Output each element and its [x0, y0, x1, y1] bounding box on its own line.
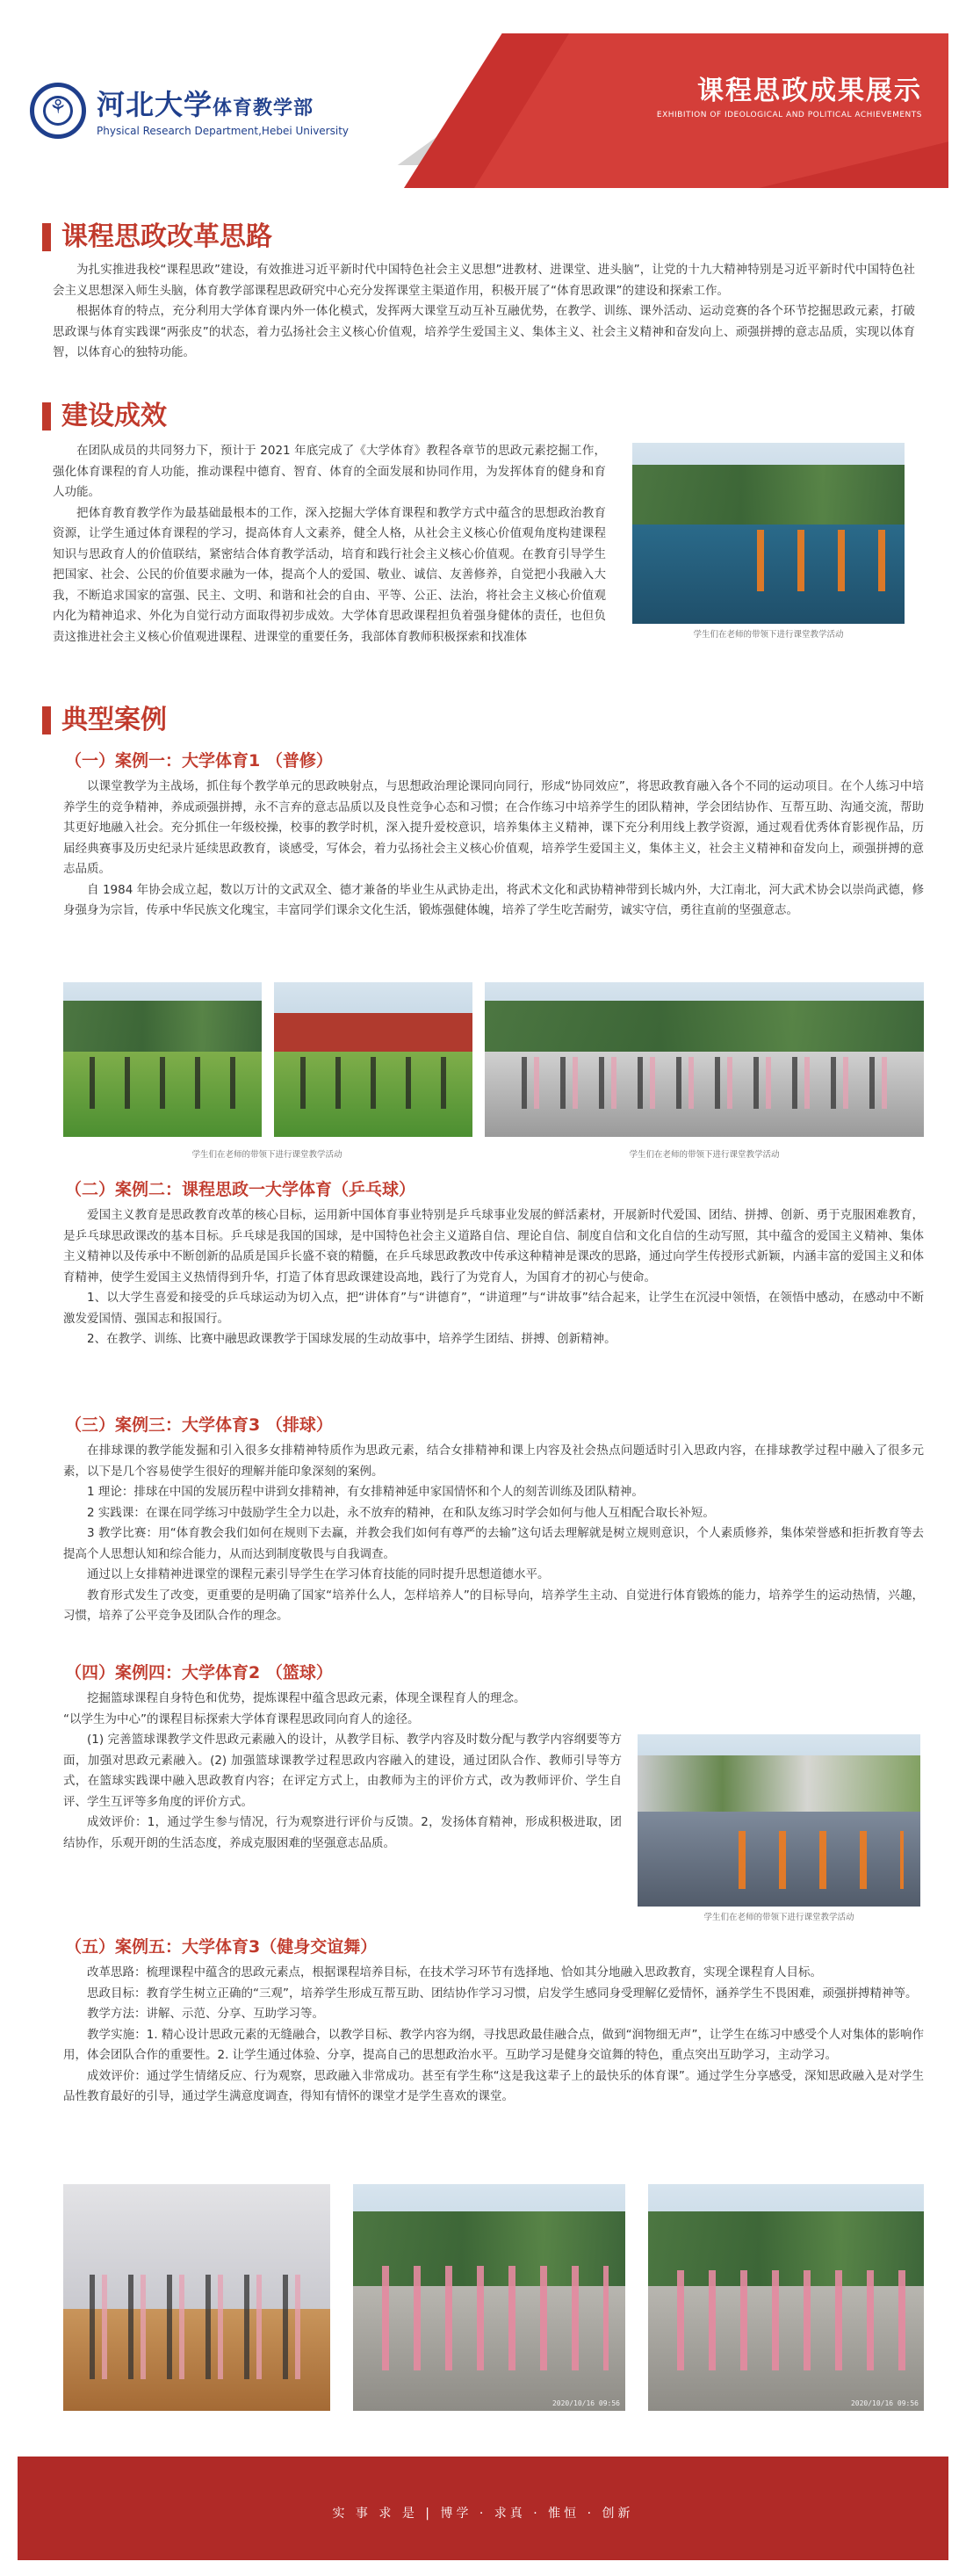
paragraph: 以课堂教学为主战场，抓住每个教学单元的思政映射点，与思想政治理论课同向同行，形成“协同效应”，将思政教育融入各个不同的运动项目。在个人练习中培养学生的竞争精神，养成顽强拼搏，永不言弃的意志品质以及良性竞争心态和习惯；在合作练习中培养学生的团队精神，学会团结协作、互帮互助、沟通交流，帮助其更好地融入社会。充分抓住一年级校操，校事的教学时机，深入提升爱校意识，培养集体主义精神，课下充分利用线上教学资源，通过观看优秀体育影视作品，历届经典赛事及历史纪录片延续思政教育，谈感受，写体会，着力弘扬社会主义核心价值观，培养学生爱国主义，集体主义，社会主义精神和奋发向上，顽强拼搏的意志品质。: [63, 779, 924, 876]
case-4: [53, 1661, 929, 1922]
section-title: 课程思政改革思路: [42, 220, 920, 255]
poster-footer: [18, 2457, 948, 2560]
section-achievement: [42, 399, 920, 710]
photo-caption: 学生们在老师的带领下进行课堂教学活动: [693, 630, 844, 640]
department-english: Physical Research Department,Hebei University: [97, 125, 350, 137]
photo-timestamp: 2020/10/16 09:56: [850, 2399, 919, 2407]
paragraph: 2 实践课：在课在同学练习中鼓励学生全力以赴，永不放弃的精神，在和队友练习时学会如何与他人互相配合取长补短。: [87, 1505, 715, 1520]
paragraph: “以学生为中心”的课程目标探索大学体育课程思政同向育人的途径。: [63, 1711, 420, 1726]
paragraph: 通过以上女排精神进课堂的课程元素引导学生在学习体育技能的同时提升思想道德水平。: [87, 1567, 550, 1581]
footer-motto: 实 事 求 是 | 博学 · 求真 · 惟恒 · 创新: [332, 2507, 634, 2521]
paragraph: 教育形式发生了改变，更重要的是明确了国家“培养什么人，怎样培养人”的目标导向，培养学生主动、自觉进行体育锻炼的能力，培养学生的运动热情，兴趣，习惯，培养了公平竞争及团队合作的理念。: [63, 1588, 924, 1623]
paragraph: 为扎实推进我校“课程思政”建设，有效推进习近平新时代中国特色社会主义思想”进教材、进课堂、进头脑”，让党的十九大精神特别是习近平新时代中国特色社会主义思想深入师生头脑，体育教学部课程思政研究中心充分发挥课堂主渠道作用，积极开展了“体育思政课”的建设和探索工作。: [53, 263, 915, 298]
poster: [18, 33, 948, 2560]
paragraph: 1、以大学生喜爱和接受的乒乓球运动为切入点，把“讲体育”与“讲德育”，“讲道理”与“讲故事”结合起来，让学生在沉浸中领悟，在领悟中感动，在感动中不断激发爱国情、强国志和报国行。: [63, 1291, 924, 1326]
skating-class-photo: [632, 443, 905, 624]
case-5: [53, 1935, 929, 2108]
section-cases: [42, 703, 929, 738]
banner-subtitle: EXHIBITION OF IDEOLOGICAL AND POLITICAL ACHIEVEMENTS: [656, 111, 922, 119]
paragraph: 2、在教学、训练、比赛中融思政课教学于国球发展的生动故事中，培养学生团结、拼搏、创新精神。: [87, 1332, 616, 1346]
dance-hall-photo: [63, 2184, 330, 2411]
paragraph: 1 理论：排球在中国的发展历程中讲到女排精神，有女排精神延申家国情怀和个人的刻苦训练及团队精神。: [87, 1485, 644, 1499]
university-name: 河北大学体育教学部: [97, 88, 314, 121]
paragraph: (1) 完善篮球课教学文件思政元素融入的设计，从教学目标、教学内容及时数分配与教学内容纲要等方面，加强对思政元素融入。(2) 加强篮球课教学过程思政内容融入的建设，通过团队合作、教师引导等方式，在篮球实践课中融入思政教育内容；在评定方式上，由教师为主的评价方式，改为教师评价、学生自评、学生互评等多角度的评价方式。: [63, 1733, 622, 1809]
paragraph: 把体育教育教学作为最基础最根本的工作，深入挖掘大学体育课程和教学方式中蕴含的思想政治教育资源，让学生通过体育课程的学习，提高体育人文素养，健全人格，从社会主义核心价值观角度构建课程知识与思政育人的价值联结，紧密结合体育教学活动，培育和践行社会主义核心价值观。在教育引导学生把国家、社会、公民的价值要求融为一体，提高个人的爱国、敬业、诚信、友善修养，自觉把小我融入大我，不断追求国家的富强、民主、文明、和谐和社会的自由、平等、公正、法治，将社会主义核心价值观内化为精神追求、外化为自觉行动方面取得初步成效。大学体育思政课程担负着强身健体的责任，也但负责这推进社会主义核心价值观进课程、进课堂的重要任务，我部体育教师积极探索和找准体: [53, 505, 606, 644]
paragraph: 自 1984 年协会成立起，数以万计的文武双全、德才兼备的毕业生从武协走出，将武术文化和武协精神带到长城内外，大江南北，河大武术协会以崇尚武德，修身强身为宗旨，传承中华民族文化瑰宝，丰富同学们课余文化生活，锻炼强健体魄，培养了学生吃苦耐劳，诚实守信，勇往直前的坚强意志。: [63, 882, 924, 917]
case-1-photos: [63, 982, 924, 1149]
paragraph: 教学实施：1. 精心设计思政元素的无缝融合，以教学目标、教学内容为纲，寻找思政最佳融合点，做到“润物细无声”，让学生在练习中感受个人对集体的影响作用，体会团队合作的重要性。2. 让学生通过体验、分享，提高自己的思想政治水平。互助学习是健身交谊舞的特色，重点突出互助学习，主动学习。: [63, 2027, 924, 2062]
dance-outdoor-photo-2: [648, 2184, 924, 2411]
case-title: （三）案例三：大学体育3 （排球）: [65, 1415, 333, 1435]
photo-timestamp: 2020/10/16 09:56: [551, 2399, 620, 2407]
banner-title: 课程思政成果展示: [697, 76, 922, 106]
paragraph: 成效评价：1，通过学生参与情况，行为观察进行评价与反馈。2，发扬体育精神，形成积极进取，团结协作，乐观开朗的生活态度，养成克服困难的坚强意志品质。: [63, 1815, 622, 1850]
paragraph: 成效评价：通过学生情绪反应、行为观察，思政融入非常成功。甚至有学生称“这是我这辈子上的最快乐的体育课”。通过学生分享感受，深知思政融入是对学生品性教育最好的引导，通过学生满意度调查，得知有情怀的课堂才是学生喜欢的课堂。: [63, 2068, 924, 2103]
paragraph: 改革思路：梳理课程中蕴含的思政元素点，根据课程培养目标，在技术学习环节有选择地、恰如其分地融入思政教育，实现全课程育人目标。: [87, 1965, 822, 1979]
photo-caption: 学生们在老师的带领下进行课堂教学活动: [191, 1150, 342, 1160]
poster-header: [18, 33, 948, 188]
martial-arts-photo-3: [485, 982, 924, 1137]
paragraph: 在排球课的教学能发掘和引入很多女排精神特质作为思政元素，结合女排精神和课上内容及社会热点问题适时引入思政内容，在排球教学过程中融入了很多元素，以下是几个容易使学生很好的理解并能印象深刻的案例。: [63, 1444, 924, 1479]
case-title: （一）案例一：大学体育1 （普修）: [65, 751, 333, 771]
paragraph: 根据体育的特点，充分利用大学体育课内外一体化模式，发挥两大课堂互动互补互融优势，在教学、训练、课外活动、运动竞赛的各个环节挖掘思政元素，打破思政课与体育实践课“两张皮”的状态，着力弘扬社会主义核心价值观，培养学生爱国主义、集体主义、社会主义精神和奋发向上、顽强拼搏的意志品质，实现以体育智，以体育心的独特功能。: [53, 304, 915, 359]
section-reform: [42, 220, 920, 364]
dance-outdoor-photo-1: [353, 2184, 625, 2411]
section-title: 典型案例: [42, 703, 929, 738]
section-title: 建设成效: [42, 399, 920, 434]
paragraph: 3 教学比赛：用“体育教会我们如何在规则下去赢，并教会我们如何有尊严的去输”这句话去理解就是树立规则意识，个人素质修养，集体荣誉感和拒折教育等去提高个人思想认知和综合能力，从而达到制度敬畏与自我调查。: [63, 1526, 924, 1561]
case-5-photos: [63, 2184, 924, 2414]
department-name: 体育教学部: [213, 98, 314, 119]
case-1: [53, 749, 929, 922]
martial-arts-photo-1: [63, 982, 262, 1137]
photo-caption: 学生们在老师的带领下进行课堂教学活动: [629, 1150, 780, 1160]
case-3: [53, 1413, 929, 1627]
case-2: [53, 1177, 929, 1350]
paragraph: 爱国主义教育是思政教育改革的核心目标，运用新中国体育事业特别是乒乓球事业发展的鲜活素材，开展新时代爱国、团结、拼搏、创新、勇于克服困难教育，是乒乓球思政课改的基本目标。乒乓球是我国的国球，是中国特色社会主义道路自信、理论自信、制度自信和文化自信的生动写照，其中蕴含的爱国主义精神、集体主义精神以及传承中不断创新的品质是国乒长盛不衰的精髓，在乒乓球思政教改中传承这种精神是课改的思路，通过向学生传授形式新颖，内涵丰富的爱国主义和体育精神，使学生爱国主义热情得到升华，打造了体育思政课建设高地，践行了为党育人，为国育才的初心与使命。: [63, 1208, 924, 1284]
case-title: （四）案例四：大学体育2 （篮球）: [65, 1663, 333, 1682]
university-seal-icon: [30, 83, 86, 139]
case-title: （五）案例五：大学体育3（健身交谊舞）: [65, 1937, 378, 1957]
paragraph: 教学方法：讲解、示范、分享、互助学习等。: [87, 2007, 324, 2021]
basketball-class-photo: [638, 1734, 920, 1907]
paragraph: 思政目标：教育学生树立正确的“三观”，培养学生形成互帮互助、团结协作学习习惯，启发学生感同身受理解亿爱情怀，涵养学生不畏困难，顽强拼搏精神等。: [87, 1986, 918, 2001]
paragraph: 在团队成员的共同努力下，预计于 2021 年底完成了《大学体育》教程各章节的思政元素挖掘工作，强化体育课程的育人功能，推动课程中德育、智育、体育的全面发展和协同作用，为发挥体育的健身和育人功能。: [53, 444, 606, 499]
case-title: （二）案例二：课程思政一大学体育（乒乓球）: [65, 1180, 416, 1199]
photo-caption: 学生们在老师的带领下进行课堂教学活动: [703, 1913, 854, 1922]
martial-arts-photo-2: [274, 982, 472, 1137]
paragraph: 挖掘篮球课程自身特色和优势，提炼课程中蕴含思政元素，体现全课程育人的理念。: [87, 1691, 526, 1705]
